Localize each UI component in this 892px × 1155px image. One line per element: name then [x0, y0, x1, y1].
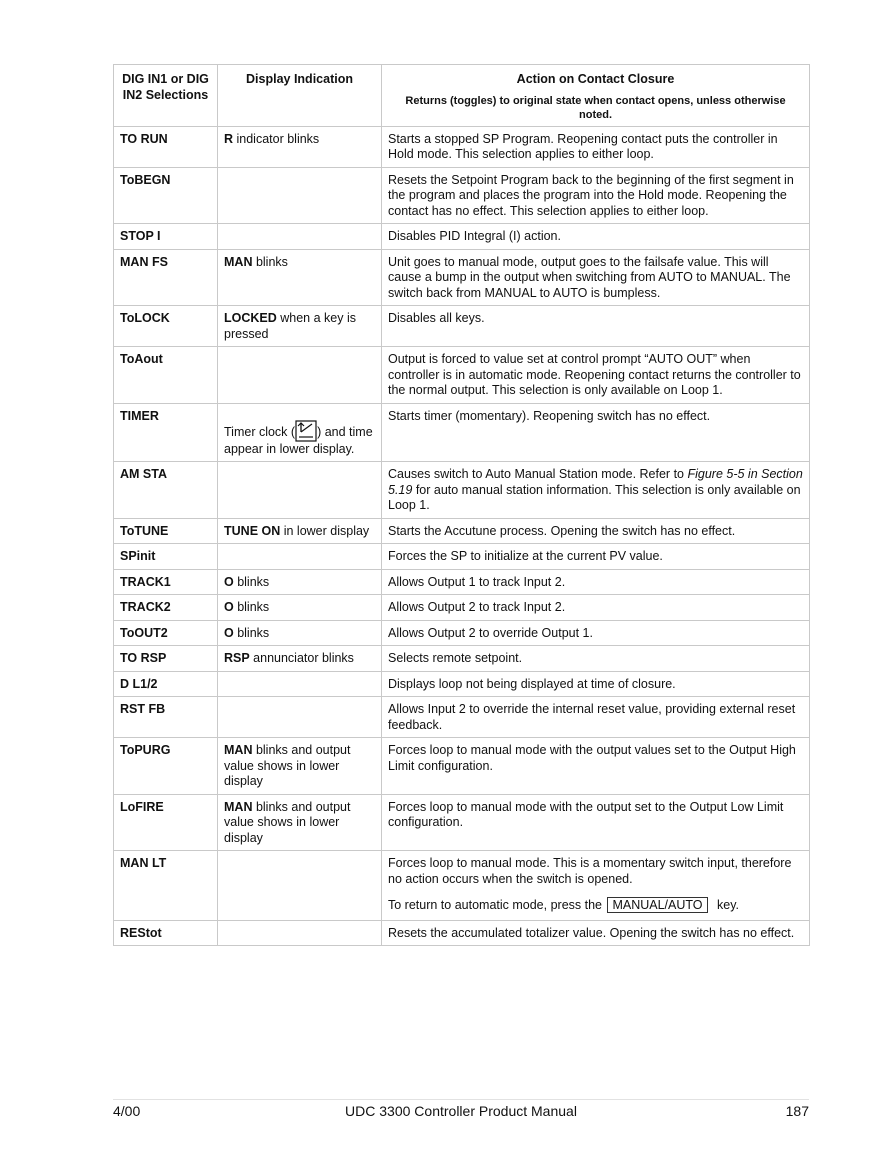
timer-clock-icon [295, 420, 317, 442]
header-action-title: Action on Contact Closure [516, 72, 675, 86]
selection-cell: SPinit [114, 544, 218, 570]
display-cell: R indicator blinks [218, 126, 382, 167]
selection-cell: MAN FS [114, 249, 218, 306]
selection-cell: TRACK2 [114, 595, 218, 621]
selection-cell: AM STA [114, 462, 218, 519]
table-row [114, 671, 810, 697]
header-action [382, 65, 810, 127]
action-cell: Allows Output 2 to override Output 1. [382, 620, 810, 646]
action-cell: Causes switch to Auto Manual Station mode. Refer to Figure 5-5 in Section 5.19 for auto manual station information. This selection is only available on Loop 1. [382, 462, 810, 519]
display-cell [218, 347, 382, 404]
selection-cell: MAN LT [114, 851, 218, 921]
return-to-auto-text: To return to automatic mode, press the MANUAL/AUTO key. [388, 898, 740, 912]
timer-display-text: Timer clock ( ) and time appear in lower display. [224, 420, 375, 458]
header-display-indication: Display Indication [218, 65, 382, 127]
display-cell [218, 697, 382, 738]
table-row [114, 646, 810, 672]
selection-cell: RST FB [114, 697, 218, 738]
footer-date: 4/00 [113, 1103, 141, 1119]
display-cell: MAN blinks and output value shows in lower display [218, 794, 382, 851]
figure-reference: Figure 5-5 in Section 5.19 [388, 467, 803, 497]
display-cell [218, 167, 382, 224]
action-cell: Selects remote setpoint. [382, 646, 810, 672]
selection-cell: ToTUNE [114, 518, 218, 544]
table-row [114, 249, 810, 306]
selections-table [113, 64, 810, 946]
table-row [114, 851, 810, 921]
table-row [114, 462, 810, 519]
display-cell: O blinks [218, 620, 382, 646]
display-cell: MAN blinks and output value shows in lower display [218, 738, 382, 795]
selection-cell: ToAout [114, 347, 218, 404]
display-cell: TUNE ON in lower display [218, 518, 382, 544]
table-row [114, 126, 810, 167]
action-cell: Starts the Accutune process. Opening the switch has no effect. [382, 518, 810, 544]
display-cell: LOCKED when a key is pressed [218, 306, 382, 347]
action-cell [382, 851, 810, 921]
selection-cell: ToPURG [114, 738, 218, 795]
page-footer [113, 1103, 809, 1121]
action-cell: Starts timer (momentary). Reopening switch has no effect. [382, 403, 810, 462]
display-cell: MAN blinks [218, 249, 382, 306]
table-row [114, 347, 810, 404]
display-cell [218, 920, 382, 946]
action-cell: Starts a stopped SP Program. Reopening contact puts the controller in Hold mode. This selection applies to either loop. [382, 126, 810, 167]
action-cell: Allows Output 2 to track Input 2. [382, 595, 810, 621]
display-cell [218, 544, 382, 570]
selection-cell: TO RSP [114, 646, 218, 672]
action-cell: Forces the SP to initialize at the current PV value. [382, 544, 810, 570]
action-cell: Disables PID Integral (I) action. [382, 224, 810, 250]
selection-cell: ToLOCK [114, 306, 218, 347]
action-cell: Resets the accumulated totalizer value. Opening the switch has no effect. [382, 920, 810, 946]
display-cell: O blinks [218, 569, 382, 595]
header-selections: DIG IN1 or DIG IN2 Selections [114, 65, 218, 127]
table-row [114, 794, 810, 851]
table-row [114, 403, 810, 462]
display-cell [218, 851, 382, 921]
table-row [114, 738, 810, 795]
action-cell: Allows Output 1 to track Input 2. [382, 569, 810, 595]
selection-cell: TIMER [114, 403, 218, 462]
display-cell: RSP annunciator blinks [218, 646, 382, 672]
action-cell: Resets the Setpoint Program back to the beginning of the first segment in the program and places the program into the Hold mode. Reopening the contact has no effect. This selection applies to either loop. [382, 167, 810, 224]
table-row [114, 595, 810, 621]
table-row [114, 306, 810, 347]
footer-manual-title: UDC 3300 Controller Product Manual [345, 1103, 577, 1119]
action-cell: Forces loop to manual mode with the output values set to the Output High Limit configuration. [382, 738, 810, 795]
display-cell [218, 403, 382, 462]
table-row [114, 167, 810, 224]
selection-cell: TRACK1 [114, 569, 218, 595]
selection-cell: LoFIRE [114, 794, 218, 851]
table-header-row [114, 65, 810, 127]
action-cell: Unit goes to manual mode, output goes to the failsafe value. This will cause a bump in the output when switching from AUTO to MANUAL. The switch back from MANUAL to AUTO is bumpless. [382, 249, 810, 306]
selection-cell: D L1/2 [114, 671, 218, 697]
footer-page-number: 187 [785, 1103, 809, 1119]
action-cell: Displays loop not being displayed at time of closure. [382, 671, 810, 697]
action-cell: Disables all keys. [382, 306, 810, 347]
table-row [114, 544, 810, 570]
action-text: Forces loop to manual mode. This is a momentary switch input, therefore no action occurs when the switch is opened. [388, 856, 792, 886]
selection-cell: ToBEGN [114, 167, 218, 224]
selection-cell: REStot [114, 920, 218, 946]
display-cell: O blinks [218, 595, 382, 621]
action-cell: Output is forced to value set at control prompt “AUTO OUT” when controller is in automatic mode. Reopening contact returns the controller to the normal output. This selection is only available on Loop 1. [382, 347, 810, 404]
table-row [114, 620, 810, 646]
table-row [114, 697, 810, 738]
manual-auto-key: MANUAL/AUTO [607, 897, 707, 913]
display-cell [218, 671, 382, 697]
selection-cell: STOP I [114, 224, 218, 250]
selection-cell: TO RUN [114, 126, 218, 167]
action-cell: Allows Input 2 to override the internal reset value, providing external reset feedback. [382, 697, 810, 738]
display-cell [218, 224, 382, 250]
header-action-note: Returns (toggles) to original state when contact opens, unless otherwise noted. [405, 94, 786, 121]
action-cell: Forces loop to manual mode with the output set to the Output Low Limit configuration. [382, 794, 810, 851]
display-cell [218, 462, 382, 519]
selection-cell: ToOUT2 [114, 620, 218, 646]
table-row [114, 224, 810, 250]
table-row [114, 569, 810, 595]
table-row [114, 920, 810, 946]
footer-divider [113, 1099, 809, 1100]
table-row [114, 518, 810, 544]
